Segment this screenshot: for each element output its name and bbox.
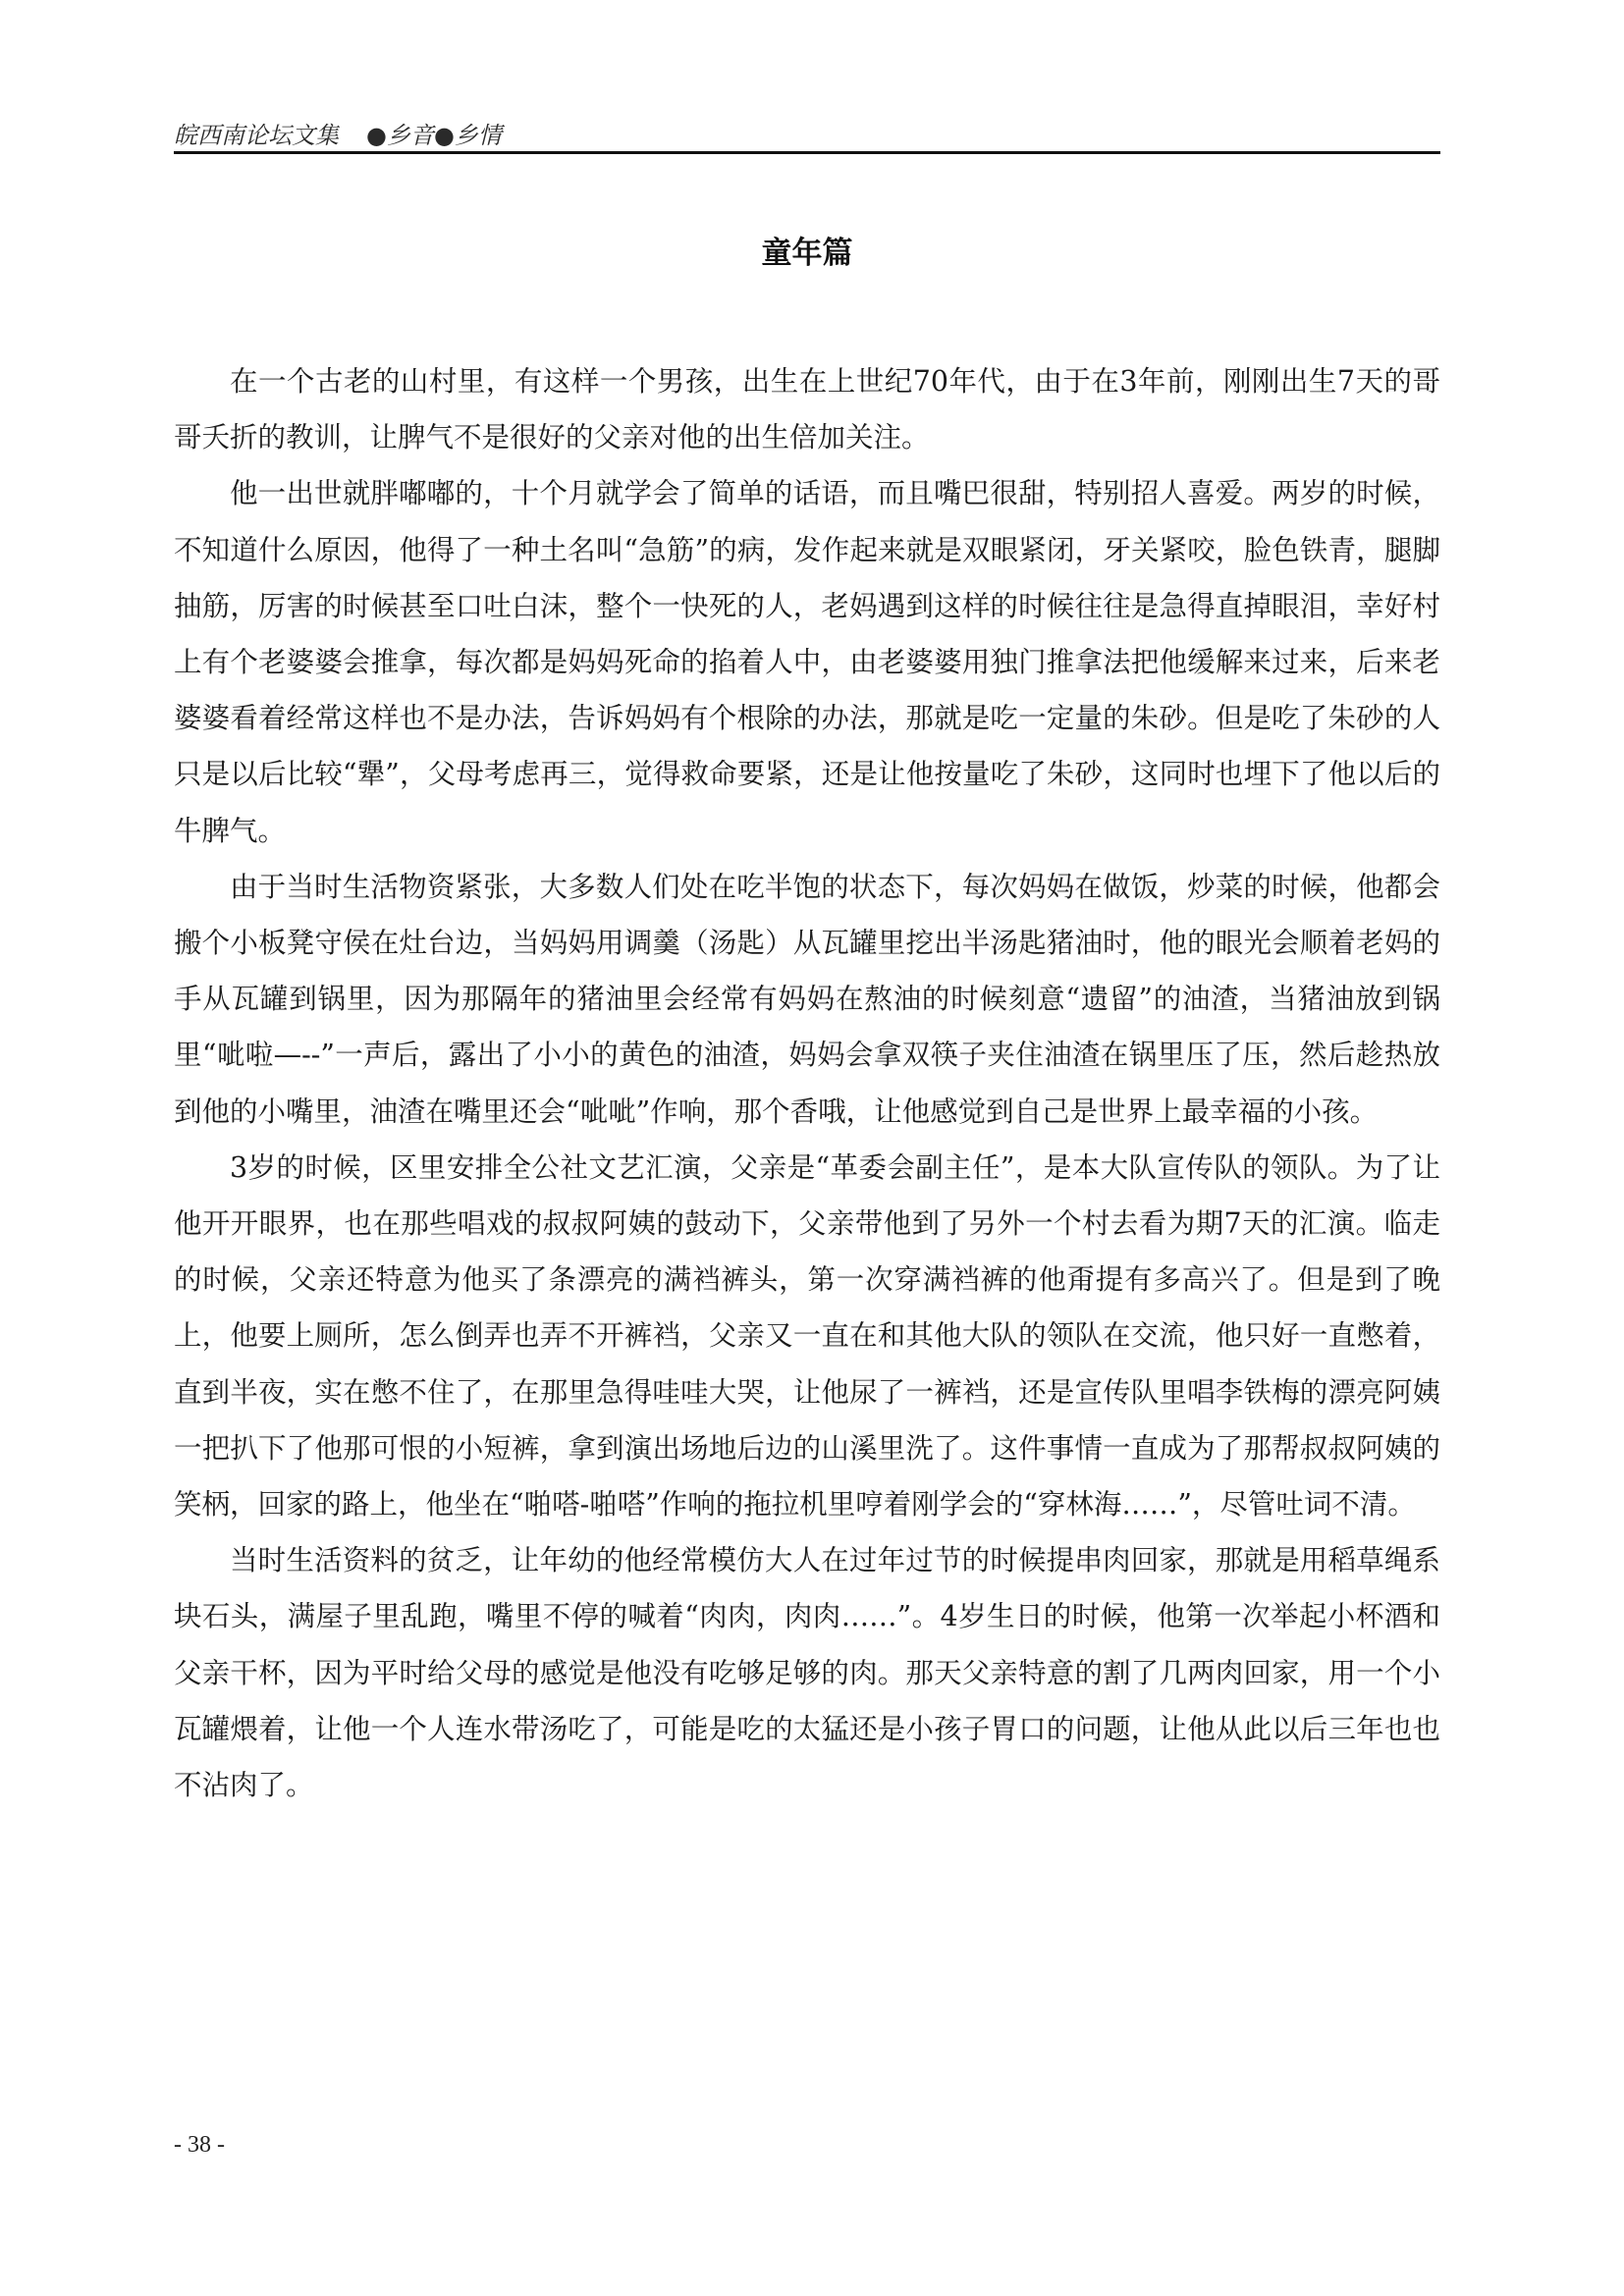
running-header: [174, 110, 1440, 157]
paragraph: 在一个古老的山村里，有这样一个男孩，出生在上世纪70年代，由于在3年前，刚刚出生7天的哥哥夭折的教训，让脾气不是很好的父亲对他的出生倍加关注。: [174, 365, 1440, 454]
header-rule: [174, 151, 1440, 154]
paragraph: 他一出世就胖嘟嘟的，十个月就学会了简单的话语，而且嘴巴很甜，特别招人喜爱。两岁的时候，不知道什么原因，他得了一种土名叫“急筋”的病，发作起来就是双眼紧闭，牙关紧咬，脸色铁青，腿脚抽筋，厉害的时候甚至口吐白沫，整个一快死的人，老妈遇到这样的时候往往是急得直掉眼泪，幸好村上有个老婆婆会推拿，每次都是妈妈死命的掐着人中，由老婆婆用独门推拿法把他缓解来过来，后来老婆婆看着经常这样也不是办法，告诉妈妈有个根除的办法，那就是吃一定量的朱砂。但是吃了朱砂的人只是以后比较“犟”，父母考虑再三，觉得救命要紧，还是让他按量吃了朱砂，这同时也埋下了他以后的牛脾气。: [174, 477, 1440, 847]
body-text: [174, 353, 1440, 1813]
paragraph: 当时生活资料的贫乏，让年幼的他经常模仿大人在过年过节的时候提串肉回家，那就是用稻草绳系块石头，满屋子里乱跑，嘴里不停的喊着“肉肉，肉肉……”。4岁生日的时候，他第一次举起小杯酒和父亲干杯，因为平时给父母的感觉是他没有吃够足够的肉。那天父亲特意的割了几两肉回家，用一个小瓦罐煨着，让他一个人连水带汤吃了，可能是吃的太猛还是小孩子胃口的问题，让他从此以后三年也也不沾肉了。: [174, 1544, 1440, 1802]
chapter-title: 童年篇: [761, 236, 853, 271]
page-number: - 38 -: [174, 2132, 225, 2158]
header-section-title: ●乡音●乡情: [366, 122, 502, 149]
header-collection-title: 皖西南论坛文集: [174, 122, 339, 149]
header-text: [174, 116, 502, 150]
paragraph: 3岁的时候，区里安排全公社文艺汇演，父亲是“革委会副主任”，是本大队宣传队的领队。为了让他开开眼界，也在那些唱戏的叔叔阿姨的鼓动下，父亲带他到了另外一个村去看为期7天的汇演。临走的时候，父亲还特意为他买了条漂亮的满裆裤头，第一次穿满裆裤的他甭提有多高兴了。但是到了晚上，他要上厕所，怎么倒弄也弄不开裤裆，父亲又一直在和其他大队的领队在交流，他只好一直憋着，直到半夜，实在憋不住了，在那里急得哇哇大哭，让他尿了一裤裆，还是宣传队里唱李铁梅的漂亮阿姨一把扒下了他那可恨的小短裤，拿到演出场地后边的山溪里洗了。这件事情一直成为了那帮叔叔阿姨的笑柄，回家的路上，他坐在“啪嗒-啪嗒”作响的拖拉机里哼着刚学会的“穿林海……”，尽管吐词不清。: [174, 1150, 1440, 1522]
paragraph: 由于当时生活物资紧张，大多数人们处在吃半饱的状态下，每次妈妈在做饭，炒菜的时候，他都会搬个小板凳守侯在灶台边，当妈妈用调羹（汤匙）从瓦罐里挖出半汤匙猪油时，他的眼光会顺着老妈的手从瓦罐到锅里，因为那隔年的猪油里会经常有妈妈在熬油的时候刻意“遗留”的油渣，当猪油放到锅里“呲啦—--”一声后，露出了小小的黄色的油渣，妈妈会拿双筷子夹住油渣在锅里压了压，然后趁热放到他的小嘴里，油渣在嘴里还会“呲呲”作响，那个香哦，让他感觉到自己是世界上最幸福的小孩。: [174, 870, 1440, 1128]
